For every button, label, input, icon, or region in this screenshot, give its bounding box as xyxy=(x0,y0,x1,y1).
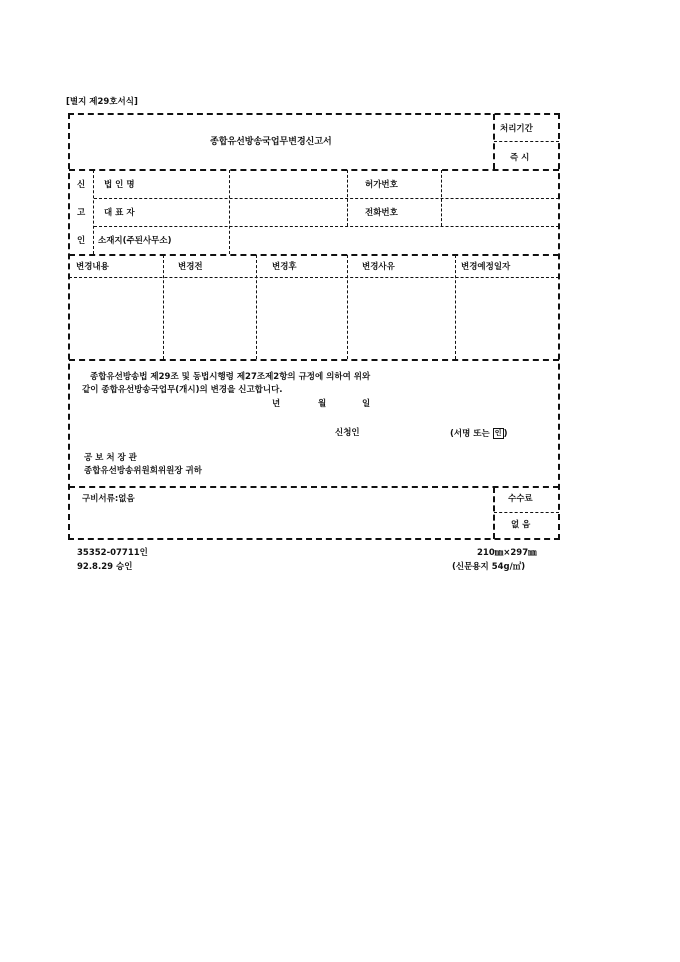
date-month: 월 xyxy=(318,399,327,409)
processing-hline xyxy=(494,141,559,142)
col-header-reason: 변경사유 xyxy=(362,262,395,272)
signature-field xyxy=(450,428,508,439)
row-line-1 xyxy=(94,198,559,199)
required-docs-label: 구비서류:없음 xyxy=(82,494,135,504)
date-day: 일 xyxy=(362,399,371,409)
table-header-line xyxy=(69,277,559,278)
declaration-line-1: 종합유선방송법 제29조 및 동법시행령 제27조제2항의 규정에 의하여 위와 xyxy=(90,372,371,382)
declaration-line-2: 같이 종합유선방송국업무(개시)의 변경을 신고합니다. xyxy=(82,385,283,395)
paper-type: (신문용지 54g/㎡) xyxy=(452,562,526,572)
title-bottom-line xyxy=(69,169,559,171)
processing-period-value: 즉 시 xyxy=(510,153,530,163)
table-bottom-line xyxy=(69,359,559,361)
col-header-before: 변경전 xyxy=(178,262,203,272)
col-header-scheduled-date: 변경예정일자 xyxy=(461,262,511,272)
right-label-divider xyxy=(441,170,442,226)
representative-label: 대 표 자 xyxy=(104,208,135,218)
form-number: 35352-07711인 xyxy=(77,548,148,558)
applicant-sign-label: 신청인 xyxy=(335,428,360,438)
fee-divider xyxy=(493,487,495,539)
fee-hline xyxy=(494,512,559,513)
fee-label: 수수료 xyxy=(508,494,533,504)
col-divider-1 xyxy=(163,255,164,359)
corp-name-label: 법 인 명 xyxy=(104,180,135,190)
recipient-line-2: 종합유선방송위원회위원장 귀하 xyxy=(84,466,202,476)
applicant-side-3: 인 xyxy=(77,236,86,246)
date-year: 년 xyxy=(272,399,281,409)
declaration-bottom-line xyxy=(69,486,559,488)
col-divider-4 xyxy=(455,255,456,359)
recipient-line-1: 공 보 처 장 관 xyxy=(84,453,137,463)
label-divider xyxy=(229,170,230,254)
form-title: 종합유선방송국업무변경신고서 xyxy=(210,137,332,147)
applicant-side-1: 신 xyxy=(77,180,86,190)
applicant-bottom-line xyxy=(69,254,559,256)
sign-close: ) xyxy=(503,429,508,439)
col-header-after: 변경후 xyxy=(272,262,297,272)
license-number-label: 허가번호 xyxy=(365,180,398,190)
processing-period-label: 처리기간 xyxy=(500,124,533,134)
seal-icon: 인 xyxy=(493,428,504,439)
col-header-change-content: 변경내용 xyxy=(76,262,109,272)
sign-label: (서명 또는 xyxy=(450,429,490,439)
paper-size: 210㎜×297㎜ xyxy=(477,548,537,558)
address-label: 소재지(주된사무소) xyxy=(98,236,172,246)
form-code: [별지 제29호서식] xyxy=(66,97,138,107)
applicant-side-2: 고 xyxy=(77,208,86,218)
col-divider-3 xyxy=(347,255,348,359)
phone-number-label: 전화번호 xyxy=(365,208,398,218)
approval-date: 92.8.29 승인 xyxy=(77,562,133,572)
mid-divider xyxy=(347,170,348,226)
row-line-2 xyxy=(94,226,559,227)
col-divider-2 xyxy=(256,255,257,359)
fee-value: 없 음 xyxy=(511,520,531,530)
applicant-side-divider xyxy=(93,170,94,254)
